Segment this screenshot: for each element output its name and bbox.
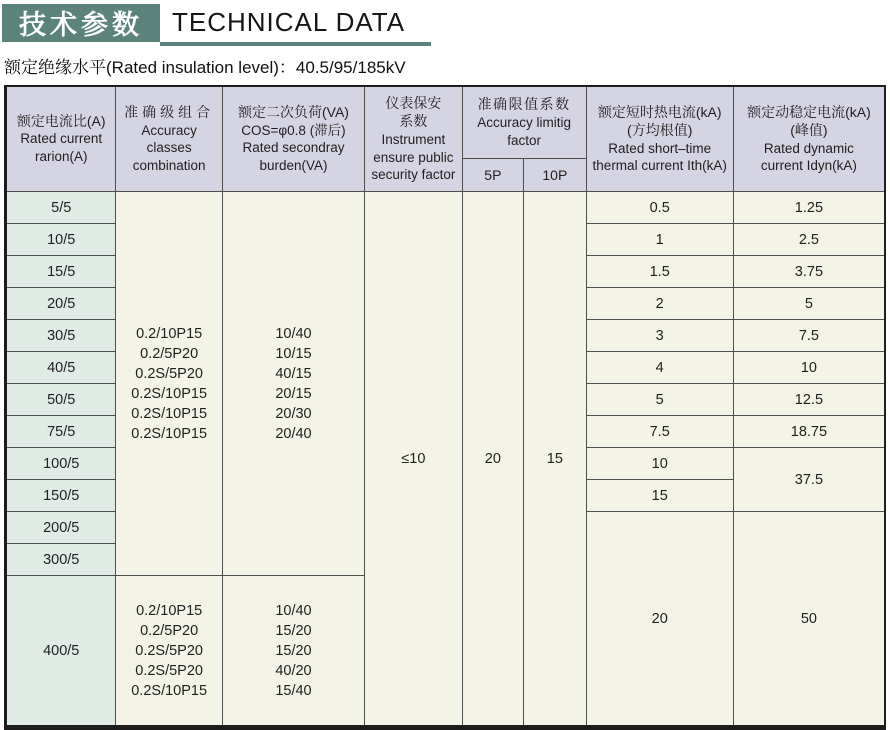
- limit-header: [463, 87, 586, 159]
- accuracy-class-line: 0.2S/5P20: [135, 662, 203, 679]
- insulation-level-line: 额定绝缘水平(Rated insulation level)：40.5/95/185kV: [4, 58, 406, 77]
- ratio-cell: 20/5: [7, 288, 115, 320]
- limit-5p-header: 5P: [463, 159, 525, 191]
- dynamic-cell: 2.5: [734, 224, 884, 256]
- ratio-cell: 300/5: [7, 544, 115, 576]
- accuracy-group2-cell: [116, 576, 221, 725]
- accuracy-header: [116, 87, 221, 192]
- thermal-cell: 0.5: [587, 192, 733, 224]
- burden-line: 10/40: [275, 602, 312, 619]
- ratio-cell: 15/5: [7, 256, 115, 288]
- ratio-cell: 40/5: [7, 352, 115, 384]
- limit-5p-value-cell: 20: [463, 192, 525, 725]
- title-badge-zh: 技术参数: [2, 4, 160, 42]
- header-line: Rated dynamic: [763, 140, 854, 156]
- ratio-cell: 30/5: [7, 320, 115, 352]
- burden-header: [223, 87, 364, 192]
- header-line: 准确限值系数: [477, 96, 571, 113]
- dynamic-cell: 10: [734, 352, 884, 384]
- header-line: Accuracy limitig: [477, 114, 571, 130]
- header-line: Rated current: [20, 131, 103, 147]
- accuracy-class-line: 0.2/10P15: [136, 325, 203, 342]
- burden-line: 20/40: [275, 425, 312, 442]
- ratio-cell: 50/5: [7, 384, 115, 416]
- thermal-cell: 3: [587, 320, 733, 352]
- accuracy-class-line: 0.2/10P15: [136, 602, 203, 619]
- dynamic-cell: 18.75: [734, 416, 884, 448]
- header-line: thermal current Ith(kA): [592, 158, 727, 174]
- header-line: 额定电流比(A): [16, 112, 106, 129]
- thermal-cell: 7.5: [587, 416, 733, 448]
- ratio-cell: 75/5: [7, 416, 115, 448]
- accuracy-group1-cell: [116, 192, 221, 576]
- dynamic-cell: 7.5: [734, 320, 884, 352]
- accuracy-class-line: 0.2/5P20: [140, 622, 199, 639]
- header-line: 额定短时热电流(kA): [597, 103, 722, 120]
- accuracy-class-line: 0.2/5P20: [140, 345, 199, 362]
- header-line: (方均根值): [627, 122, 693, 139]
- accuracy-class-line: 0.2S/10P15: [131, 385, 208, 402]
- thermal-cell: 5: [587, 384, 733, 416]
- limit-subheader-row: [463, 159, 586, 192]
- accuracy-class-line: 0.2S/10P15: [131, 405, 208, 422]
- thermal-cell: 1.5: [587, 256, 733, 288]
- burden-line: 40/20: [275, 662, 312, 679]
- burden-line: 15/40: [275, 682, 312, 699]
- thermal-cell: 2: [587, 288, 733, 320]
- header-line: rarion(A): [34, 149, 88, 165]
- column-accuracy-classes: [116, 87, 222, 725]
- header-line: 仪表保安: [385, 94, 442, 111]
- column-thermal-current: [587, 87, 734, 725]
- header-line: (峰值): [790, 122, 828, 139]
- column-instrument-security-factor: [365, 87, 462, 725]
- column-secondary-burden: [223, 87, 365, 725]
- header-line: Instrument: [381, 131, 446, 147]
- header-line: combination: [132, 158, 206, 174]
- limit-10p-value-cell: 15: [524, 192, 586, 725]
- header-line: COS=φ0.8 (滞后): [241, 122, 346, 138]
- dynamic-header: [734, 87, 884, 192]
- dynamic-cell: 3.75: [734, 256, 884, 288]
- header-line: 额定动稳定电流(kA): [747, 103, 871, 120]
- thermal-cell: 15: [587, 480, 733, 512]
- ratio-header: [7, 87, 115, 192]
- dynamic-cell: 50: [734, 512, 884, 725]
- ratio-cell: 10/5: [7, 224, 115, 256]
- accuracy-class-line: 0.2S/5P20: [135, 365, 203, 382]
- burden-line: 40/15: [275, 365, 312, 382]
- dynamic-cell: 1.25: [734, 192, 884, 224]
- burden-line: 15/20: [275, 622, 312, 639]
- thermal-cell: 4: [587, 352, 733, 384]
- column-rated-current-ratio: [7, 87, 116, 725]
- column-accuracy-limit-factor: [463, 87, 587, 725]
- header-line: 系数: [399, 113, 428, 130]
- instrument-value-cell: ≤10: [365, 192, 461, 725]
- accuracy-class-line: 0.2S/10P15: [131, 682, 208, 699]
- technical-data-table: [4, 85, 886, 730]
- burden-line: 15/20: [275, 642, 312, 659]
- burden-group1-cell: [223, 192, 364, 576]
- header-line: Accuracy: [141, 122, 197, 138]
- limit-values-row: [463, 192, 586, 725]
- header-line: Rated secondray: [242, 140, 345, 156]
- header-line: 准确级组合: [124, 104, 215, 121]
- accuracy-class-line: 0.2S/5P20: [135, 642, 203, 659]
- burden-line: 20/30: [275, 405, 312, 422]
- burden-line: 10/15: [275, 345, 312, 362]
- burden-line: 10/40: [275, 325, 312, 342]
- header-line: Rated short–time: [608, 140, 712, 156]
- thermal-cell: 1: [587, 224, 733, 256]
- header-line: 额定二次负荷(VA): [238, 104, 349, 121]
- ratio-cell: 100/5: [7, 448, 115, 480]
- limit-10p-header: 10P: [524, 159, 586, 191]
- thermal-cell: 10: [587, 448, 733, 480]
- dynamic-cell: 12.5: [734, 384, 884, 416]
- header-line: security factor: [371, 167, 456, 183]
- thermal-header: [587, 87, 733, 192]
- dynamic-cell: 5: [734, 288, 884, 320]
- title-row: [2, 4, 888, 46]
- ratio-cell: 400/5: [7, 576, 115, 725]
- accuracy-class-line: 0.2S/10P15: [131, 425, 208, 442]
- column-dynamic-current: [734, 87, 884, 725]
- header-line: ensure public: [373, 149, 454, 165]
- thermal-cell: 20: [587, 512, 733, 725]
- burden-line: 20/15: [275, 385, 312, 402]
- instrument-header: [365, 87, 461, 192]
- ratio-cell: 200/5: [7, 512, 115, 544]
- header-line: factor: [507, 132, 541, 148]
- burden-group2-cell: [223, 576, 364, 725]
- dynamic-cell-merged: 37.5: [734, 448, 884, 512]
- ratio-cell: 150/5: [7, 480, 115, 512]
- header-line: current Idyn(kA): [760, 158, 857, 174]
- page-title: TECHNICAL DATA: [160, 4, 431, 46]
- ratio-cell: 5/5: [7, 192, 115, 224]
- header-line: classes: [146, 140, 192, 156]
- header-line: burden(VA): [259, 158, 328, 174]
